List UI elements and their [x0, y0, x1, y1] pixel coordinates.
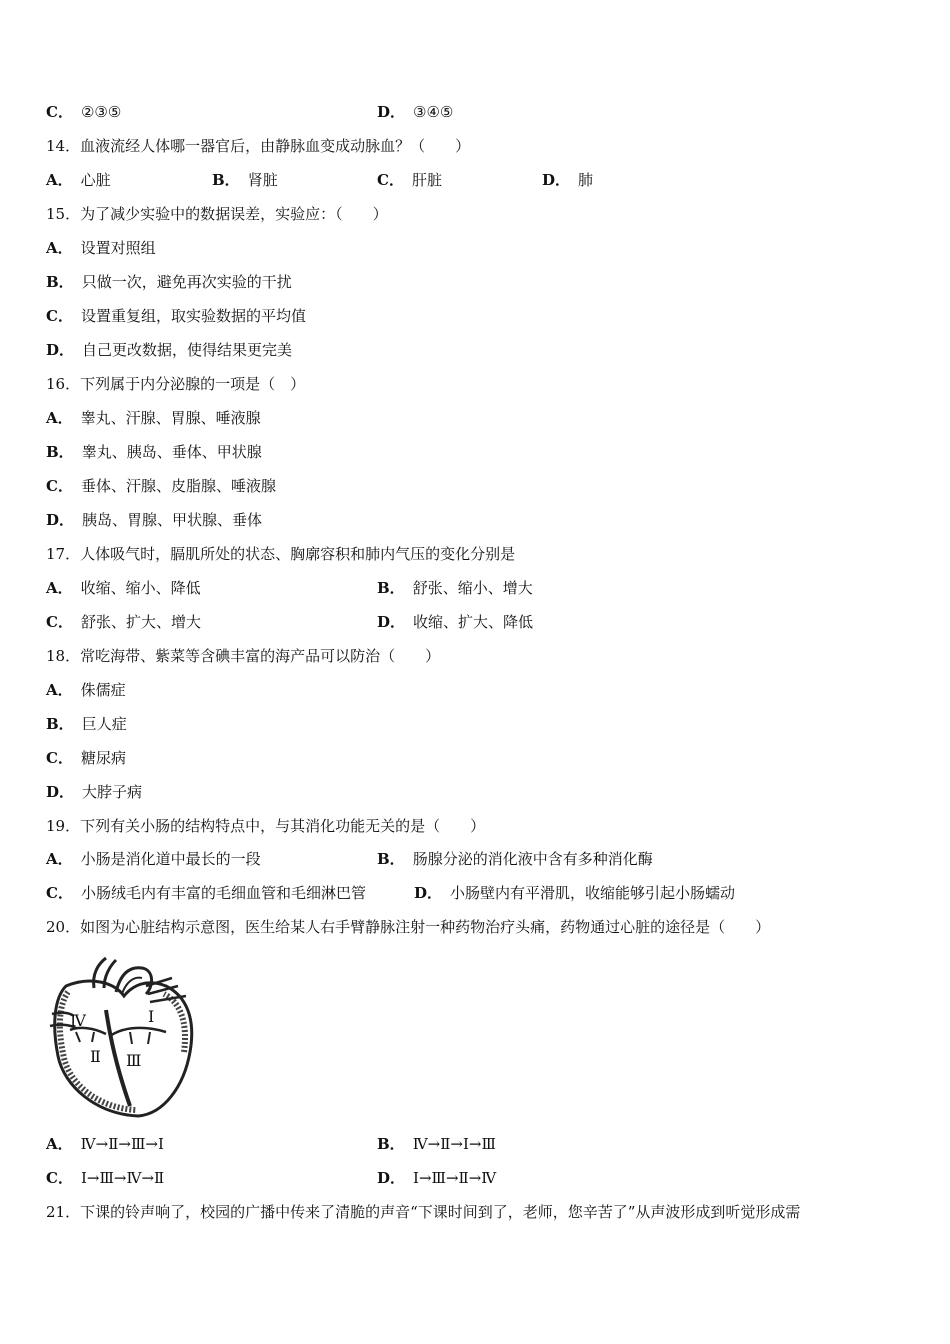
q18-option-d: D． 大脖子病 [46, 783, 143, 801]
q15-option-c: C． 设置重复组，取实验数据的平均值 [46, 307, 306, 325]
q20-option-c: C． Ⅰ→Ⅲ→Ⅳ→Ⅱ [46, 1169, 165, 1187]
q14-option-a: A． 心脏 [46, 171, 111, 189]
q13-option-d: D． ③④⑤ [377, 103, 454, 121]
q16-option-b: B． 睾丸、胰岛、垂体、甲状腺 [46, 443, 262, 461]
q18-option-b: B． 巨人症 [46, 715, 127, 733]
q16-option-c: C． 垂体、汗腺、皮脂腺、唾液腺 [46, 477, 276, 495]
q15-option-d: D． 自己更改数据，使得结果更完美 [46, 341, 293, 359]
q20-option-d: D． Ⅰ→Ⅲ→Ⅱ→Ⅳ [377, 1169, 497, 1187]
q19-option-c: C． 小肠绒毛内有丰富的毛细血管和毛细淋巴管 [46, 884, 366, 902]
q17-option-c: C． 舒张、扩大、增大 [46, 613, 201, 631]
chamber-label-ii: Ⅱ [90, 1047, 101, 1066]
q18-stem: 18．常吃海带、紫菜等含碘丰富的海产品可以防治（ ） [46, 647, 441, 665]
q14-option-b: B． 肾脏 [212, 171, 278, 189]
q16-option-d: D． 胰岛、胃腺、甲状腺、垂体 [46, 511, 263, 529]
q17-option-d: D． 收缩、扩大、降低 [377, 613, 534, 631]
q17-stem: 17．人体吸气时，膈肌所处的状态、胸廓容积和肺内气压的变化分别是 [46, 545, 516, 563]
q14-stem: 14．血液流经人体哪一器官后，由静脉血变成动脉血？（ ） [46, 137, 471, 155]
q17-option-a: A． 收缩、缩小、降低 [46, 579, 201, 597]
q16-option-a: A． 睾丸、汗腺、胃腺、唾液腺 [46, 409, 261, 427]
q19-stem: 19．下列有关小肠的结构特点中，与其消化功能无关的是（ ） [46, 817, 486, 835]
chamber-label-i: Ⅰ [148, 1007, 155, 1026]
q15-option-a: A． 设置对照组 [46, 239, 156, 257]
q20-stem: 20．如图为心脏结构示意图，医生给某人右手臂静脉注射一种药物治疗头痛，药物通过心脏的途径是（ ） [46, 918, 771, 936]
q16-stem: 16．下列属于内分泌腺的一项是（ ） [46, 375, 306, 393]
q19-option-d: D． 小肠壁内有平滑肌，收缩能够引起小肠蠕动 [414, 884, 736, 902]
q15-stem: 15．为了减少实验中的数据误差，实验应：（ ） [46, 205, 388, 223]
q19-option-a: A． 小肠是消化道中最长的一段 [46, 850, 261, 868]
q19-option-b: B． 肠腺分泌的消化液中含有多种消化酶 [377, 850, 653, 868]
q17-option-b: B． 舒张、缩小、增大 [377, 579, 533, 597]
q18-option-c: C． 糖尿病 [46, 749, 126, 767]
q18-option-a: A． 侏儒症 [46, 681, 126, 699]
q20-option-b: B． Ⅳ→Ⅱ→Ⅰ→Ⅲ [377, 1135, 496, 1153]
chamber-label-iv: Ⅳ [70, 1011, 86, 1030]
chamber-label-iii: Ⅲ [126, 1051, 142, 1070]
q21-stem: 21．下课的铃声响了，校园的广播中传来了清脆的声音“下课时间到了，老师，您辛苦了”从声波形成到听觉形成需 [46, 1203, 801, 1221]
q14-option-c: C． 肝脏 [377, 171, 442, 189]
heart-diagram [46, 956, 198, 1118]
q15-option-b: B． 只做一次，避免再次实验的干扰 [46, 273, 292, 291]
q20-option-a: A． Ⅳ→Ⅱ→Ⅲ→Ⅰ [46, 1135, 164, 1153]
q13-option-c: C． ②③⑤ [46, 103, 122, 121]
q14-option-d: D． 肺 [542, 171, 594, 189]
